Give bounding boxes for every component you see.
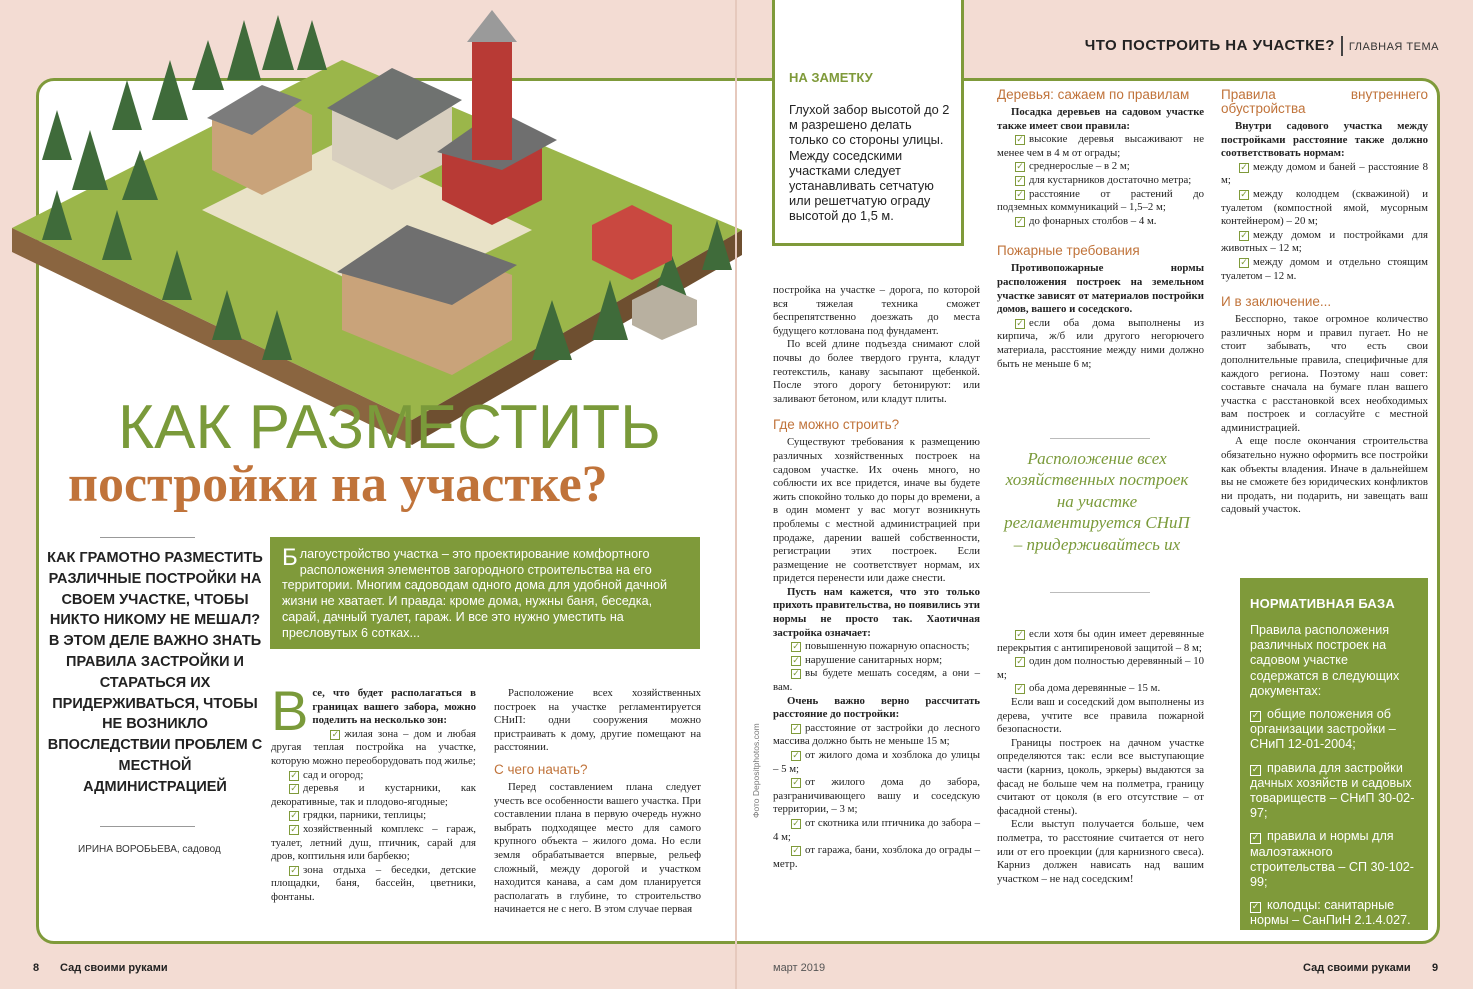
- list-item: [271, 864, 476, 905]
- column-4-cont: [997, 628, 1204, 886]
- column-1: [271, 679, 476, 905]
- col4-p3: Если ваш и соседский дом выполнены из дерева, учтите все правила пожарной безопасности.: [997, 695, 1204, 736]
- col4-list1: [997, 133, 1204, 228]
- check-icon: ✓: [290, 770, 298, 781]
- col1-lead: се, что будет располагаться в границах вашего забора, можно поделить на несколько зон:: [312, 687, 476, 727]
- norm-item-text: общие положения об организации застройки – СНиП 12-01-2004;: [1250, 707, 1396, 752]
- check-icon: ✓: [792, 818, 800, 829]
- list-item: [271, 823, 476, 864]
- list-item-text: расстояние от растений до подземных коммуникаций – 1,5–2 м;: [997, 187, 1204, 214]
- check-icon: ✓: [1240, 189, 1248, 200]
- list-item-text: между домом и баней – расстояние 8 м;: [1221, 160, 1428, 187]
- note-box: [772, 0, 964, 246]
- list-item: [773, 817, 980, 844]
- article-title-line2: постройки на участке?: [68, 456, 608, 513]
- norm-item-text: правила для застройки дачных хозяйств и садовых товариществ – СНиП 30-02-97;: [1250, 760, 1415, 821]
- header-section: ГЛАВНАЯ ТЕМА: [1348, 40, 1439, 53]
- list-item: [997, 160, 1204, 174]
- col4-heading2: Пожарные требования: [997, 243, 1140, 259]
- article-title-line1: КАК РАЗМЕСТИТЬ: [118, 393, 661, 462]
- col2-heading: С чего начать?: [494, 761, 588, 777]
- note-text: Глухой забор высотой до 2 м разрешено делать только со стороны улицы. Между соседскими участками следует устанавливать сетчатую или решетчатую ограду высотой до 1,5 м.: [789, 102, 950, 224]
- check-icon: ✓: [792, 642, 800, 653]
- col2-p2: Перед составлением плана следует учесть все особенности вашего участка. При составлении плана в первую очередь нужно выбрать подходящее место для самого крупного объекта – жилого дома. Но если земля обрабатывается впервые, рельеф сложный, между дорогой и участком находится канава, а сам дом планируется располагать в глубине, то строительство начинается не с него. В этом случае первая: [494, 780, 701, 916]
- list-item-text: от скотника или птичника до забора – 4 м;: [773, 816, 980, 843]
- check-icon: ✓: [1240, 230, 1248, 241]
- col3-list1: [773, 640, 980, 694]
- col4-p4: Границы построек на дачном участке определяются так: если все выступающие части (карниз, цоколь, эркеры) выдаются за фасад не больше чем на полметра, границу считают от цоколя (в его отсутствие – от фасадной стены).: [997, 736, 1204, 817]
- col5-p3: А еще после окончания строительства обязательно нужно оформить все постройки как объекты владения. Иначе в дальнейшем вы не сможете без юридических конфликтов ни продать, ни подарить, ни завещать ваш садовый участок.: [1221, 435, 1428, 516]
- list-item: [1221, 229, 1428, 256]
- list-item: [773, 776, 980, 817]
- norm-list: [1250, 707, 1418, 929]
- footer-date: март 2019: [773, 962, 826, 974]
- check-icon: ✓: [1016, 630, 1024, 640]
- col3-p3: Существуют требования к размещению различных хозяйственных построек на садовом участке. Их очень много, но соблюсти их все придется, иначе вы будете жить спокойно только до поры до времени, а в один момент у вас могут возникнуть проблемы с местной администрацией при продаже, дарении вашей собственности, регистрации этих построек. Если размещение не соответствует нормам, их придется перенести или даже снести.: [773, 436, 980, 585]
- col4-p5: Если выступ получается больше, чем полметра, то расстояние считается от него или от его проекции (для карнизного свеса). Карниз должен нависать над вашим участком – не над соседским!: [997, 818, 1204, 885]
- list-item: [773, 749, 980, 776]
- norm-item: [1250, 707, 1418, 753]
- list-item: [997, 133, 1204, 160]
- footer-magazine-left: Сад своими руками: [60, 962, 168, 974]
- list-item-text: среднерослые – в 2 м;: [1029, 160, 1130, 173]
- check-icon: ✓: [1240, 257, 1248, 268]
- col1-list: [271, 728, 476, 905]
- lead-rule-top: [100, 537, 195, 538]
- check-icon: ✓: [290, 824, 298, 835]
- intro-text: лагоустройство участка – это проектирование комфортного расположения элементов загородного строительства на его территории. Многим садоводам одного дома для удобной дачной жизни не хватает. И правда: кроме дома, нужны баня, беседка, сарай, дачный туалет, гараж. И все это нужно уместить на пресловутых 6 сотках...: [282, 547, 668, 640]
- list-item-text: от жилого дома до забора, разграничивающего вашу и соседскую территории, – 3 м;: [773, 776, 980, 816]
- author-role: садовод: [182, 844, 221, 855]
- normative-box: [1240, 578, 1428, 930]
- author-name: ИРИНА ВОРОБЬЕВА,: [78, 844, 180, 855]
- check-icon: ✓: [792, 655, 800, 666]
- check-icon: ✓: [792, 751, 800, 761]
- column-3: [773, 284, 980, 871]
- check-icon: ✓: [792, 778, 800, 789]
- check-icon: ✓: [1251, 902, 1260, 913]
- check-icon: ✓: [1016, 189, 1024, 200]
- dropcap: В: [271, 679, 309, 742]
- list-item-text: жилая зона – дом и любая другая теплая постройка на участке, которую можно переоборудовать под жилье;: [271, 727, 476, 767]
- list-item: [773, 640, 980, 654]
- list-item: [1221, 188, 1428, 229]
- list-item-text: если оба дома выполнены из кирпича, ж/б или другого негорючего материала, расстояние между ними должно быть не меньше 6 м;: [997, 316, 1204, 370]
- column-2: [494, 687, 701, 917]
- list-item: [1221, 161, 1428, 188]
- lead-rule-bottom: [100, 826, 195, 827]
- check-icon: ✓: [290, 811, 298, 822]
- list-item-text: от гаража, бани, хозблока до ограды – метр.: [773, 844, 980, 870]
- col3-p5: Очень важно верно рассчитать расстояние до постройки:: [773, 694, 980, 721]
- check-icon: ✓: [1016, 162, 1024, 173]
- col5-p1: Внутри садового участка между постройками расстояние также должно соответствовать нормам:: [1221, 120, 1428, 160]
- quote-rule-top: [1050, 438, 1150, 439]
- list-item: [271, 782, 476, 809]
- check-icon: ✓: [331, 729, 340, 740]
- list-item-text: до фонарных столбов – 4 м.: [1029, 214, 1157, 227]
- check-icon: ✓: [1016, 657, 1024, 668]
- check-icon: ✓: [290, 784, 298, 795]
- norm-title: НОРМАТИВНАЯ БАЗА: [1250, 596, 1395, 611]
- column-5: [1221, 88, 1428, 517]
- list-item: [773, 722, 980, 749]
- list-item: [1221, 256, 1428, 283]
- norm-item: [1250, 829, 1418, 890]
- list-item: [997, 628, 1204, 655]
- list-item-text: от жилого дома и хозблока до улицы – 5 м;: [773, 749, 980, 775]
- col3-p2: По всей длине подъезда снимают слой почвы до более твердого грунта, кладут геотекстиль, канаву засыпают щебенкой. После этого дорогу бетонируют: или заливают бетоном, или кладут плиты.: [773, 338, 980, 405]
- check-icon: ✓: [1240, 162, 1248, 173]
- col3-p4: Пусть нам кажется, что это только прихоть правительства, но появились эти нормы не просто так. Хаотичная застройка означает:: [773, 585, 980, 639]
- list-item: [997, 682, 1204, 696]
- check-icon: ✓: [792, 669, 800, 680]
- norm-item-text: правила и нормы для малоэтажного строительства – СП 30-102-99;: [1250, 829, 1414, 890]
- list-item: [997, 655, 1204, 682]
- list-item-text: между домом и постройками для животных – 12 м;: [1221, 228, 1428, 255]
- norm-item-text: колодцы: санитарные нормы – СанПиН 2.1.4.027.: [1250, 898, 1411, 928]
- check-icon: ✓: [290, 865, 298, 876]
- check-icon: ✓: [1016, 318, 1024, 329]
- check-icon: ✓: [1016, 216, 1024, 227]
- norm-item: [1250, 761, 1418, 822]
- norm-item: [1250, 898, 1418, 928]
- check-icon: ✓: [1251, 833, 1260, 844]
- list-item-text: нарушение санитарных норм;: [805, 653, 943, 666]
- check-icon: ✓: [1016, 175, 1024, 186]
- author-byline: [78, 844, 221, 855]
- col4-heading1: Деревья: сажаем по правилам: [997, 87, 1190, 102]
- check-icon: ✓: [1016, 135, 1024, 146]
- col5-heading2: И в заключение...: [1221, 294, 1332, 310]
- list-item-text: деревья и кустарники, как декоративные, так и плодово-ягодные;: [271, 782, 476, 808]
- list-item-text: зона отдыха – беседки, детские площадки, баня, бассейн, цветники, фонтаны.: [271, 863, 476, 903]
- list-item: [773, 667, 980, 694]
- list-item: [997, 215, 1204, 229]
- check-icon: ✓: [792, 846, 800, 857]
- col5-p2: Бесспорно, такое огромное количество различных норм и правил пугает. Но не стоит забывать, что есть свои дополнительные правила, специфичные для каждого региона. Поэтому наш совет: составьте сначала на бумаге план вашего участка с расстановкой всех необходимых вам построек и согласуйте с местной администрацией.: [1221, 313, 1428, 434]
- intro-dropcap: Б: [282, 544, 298, 571]
- list-item: [997, 174, 1204, 188]
- col2-p1: Расположение всех хозяйственных построек на участке регламентируется СНиП: одни сооружения можно пристраивать к дому, другие помещают на расстоянии.: [494, 687, 701, 754]
- list-item-text: один дом полностью деревянный – 10 м;: [997, 655, 1204, 681]
- page-spread-divider: [735, 0, 737, 989]
- col4-list2: [997, 317, 1204, 371]
- check-icon: ✓: [1016, 684, 1024, 695]
- header-separator: [1341, 36, 1343, 56]
- list-item: [271, 809, 476, 823]
- intro-box: [270, 537, 700, 649]
- list-item-text: повышенную пожарную опасность;: [805, 640, 970, 653]
- list-item-text: если хотя бы один имеет деревянные перекрытия с антипиреновой защитой – 8 м;: [997, 628, 1204, 654]
- list-item-text: между домом и отдельно стоящим туалетом – 12 м.: [1221, 255, 1428, 282]
- col5-heading1: Правила внутреннего обустройства: [1221, 87, 1428, 116]
- list-item: [271, 769, 476, 783]
- page-header: [1085, 36, 1439, 56]
- col5-list1: [1221, 161, 1428, 283]
- check-icon: ✓: [1251, 764, 1260, 775]
- list-item-text: для кустарников достаточно метра;: [1029, 173, 1192, 186]
- list-item: [773, 844, 980, 871]
- quote-rule-bottom: [1050, 592, 1150, 593]
- check-icon: ✓: [792, 723, 800, 734]
- list-item-text: между колодцем (скважиной) и туалетом (компостной ямой, мусорным контейнером) – 20 м;: [1221, 187, 1428, 228]
- pull-quote: Расположение всех хозяйственных построек на участке регламентируется СНиП – придерживайтесь их: [1004, 449, 1190, 554]
- list-item-text: высокие деревья высаживают не менее чем в 4 м от ограды;: [997, 133, 1204, 159]
- column-4: [997, 88, 1204, 371]
- footer-page-right: 9: [1432, 962, 1439, 974]
- header-title: ЧТО ПОСТРОИТЬ НА УЧАСТКЕ?: [1084, 36, 1335, 54]
- check-icon: ✓: [1251, 711, 1260, 722]
- list-item-text: хозяйственный комплекс – гараж, туалет, летний душ, птичник, сарай для дров, коптильня или барбекю;: [271, 822, 476, 863]
- col4-p2: Противопожарные нормы расположения построек на земельном участке зависят от материалов постройки домов, вашего и соседского.: [997, 262, 1204, 316]
- footer-page-left: 8: [33, 962, 40, 974]
- list-item-text: расстояние от застройки до лесного массива должно быть не меньше 15 м;: [773, 721, 980, 748]
- list-item-text: оба дома деревянные – 15 м.: [1029, 682, 1161, 695]
- list-item: [997, 188, 1204, 215]
- list-item-text: грядки, парники, теплицы;: [303, 809, 427, 822]
- lead-text: КАК ГРАМОТНО РАЗМЕСТИТЬ РАЗЛИЧНЫЕ ПОСТРОЙКИ НА СВОЕМ УЧАСТКЕ, ЧТОБЫ НИКТО НИКОМУ НЕ МЕШАЛ? В ЭТОМ ДЕЛЕ ВАЖНО ЗНАТЬ ПРАВИЛА ЗАСТРОЙКИ И СТАРАТЬСЯ ИХ ПРИДЕРЖИВАТЬСЯ, ЧТОБЫ НЕ ВОЗНИКЛО ВПОСЛЕДСТВИИ ПРОБЛЕМ С МЕСТНОЙ АДМИНИСТРАЦИЕЙ: [47, 550, 263, 795]
- col3-p1: постройка на участке – дорога, по которой вся тяжелая техника сможет беспрепятственно доезжать до места будущего котлована под фундамент.: [773, 284, 980, 337]
- col4-p1: Посадка деревьев на садовом участке также имеет свои правила:: [997, 106, 1204, 132]
- col3-heading: Где можно строить?: [773, 417, 900, 433]
- photo-credit: Фото Depositphotos.com: [751, 723, 761, 818]
- norm-intro: Правила расположения различных построек на садовом участке содержатся в следующих документах:: [1250, 623, 1400, 698]
- note-title: НА ЗАМЕТКУ: [789, 70, 873, 85]
- list-item: [997, 317, 1204, 371]
- col3-list2: [773, 722, 980, 872]
- list-item-text: вы будете мешать соседям, а они – вам.: [773, 667, 980, 694]
- list-item: [773, 654, 980, 668]
- footer-magazine-right: Сад своими руками: [1303, 962, 1411, 974]
- list-item-text: сад и огород;: [303, 768, 364, 781]
- col4-list3: [997, 628, 1204, 696]
